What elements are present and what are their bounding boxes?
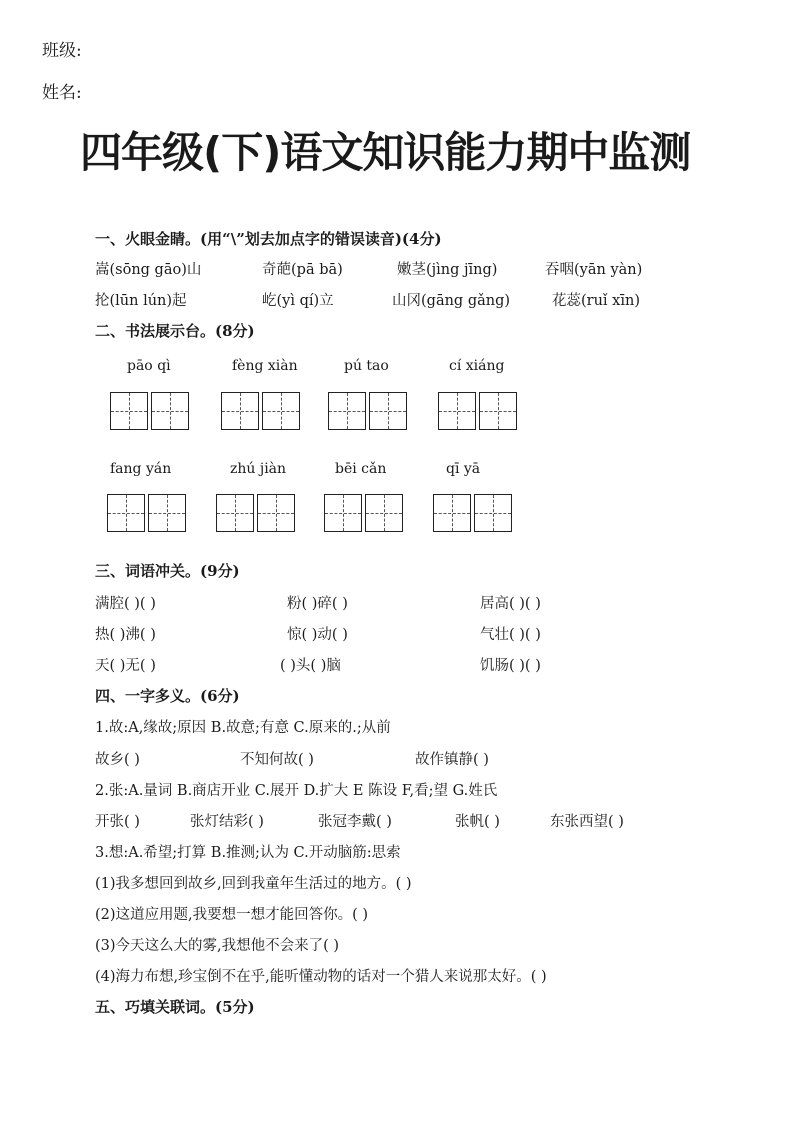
- writing-cell[interactable]: [110, 392, 148, 430]
- q1-definitions: 1.故:A,缘故;原因 B.故意;有意 C.原来的.;从前: [95, 720, 391, 736]
- q1-item[interactable]: 故乡( ): [95, 752, 140, 768]
- writing-cell[interactable]: [438, 392, 476, 430]
- s1-item: 花蕊(ruǐ xīn): [552, 293, 640, 309]
- pinyin-label: bēi cǎn: [335, 461, 387, 477]
- q3-item[interactable]: (2)这道应用题,我要想一想才能回答你。( ): [95, 907, 369, 923]
- writing-grid-pair[interactable]: [328, 392, 407, 430]
- q3-item[interactable]: (4)海力布想,珍宝倒不在乎,能听懂动物的话对一个猎人来说那太好。( ): [95, 969, 547, 985]
- writing-cell[interactable]: [324, 494, 362, 532]
- s1-item: 吞咽(yān yàn): [545, 262, 643, 278]
- q2-item[interactable]: 张冠李戴( ): [318, 814, 392, 830]
- writing-grid-pair[interactable]: [438, 392, 517, 430]
- q3-definitions: 3.想:A.希望;打算 B.推测;认为 C.开动脑筋:思索: [95, 845, 401, 861]
- class-label: 班级:: [42, 41, 82, 61]
- s3-item[interactable]: 天( )无( ): [95, 658, 156, 674]
- pinyin-label: zhú jiàn: [230, 461, 287, 477]
- writing-cell[interactable]: [221, 392, 259, 430]
- section-2-heading: 二、书法展示台。(8分): [95, 322, 255, 340]
- writing-grid-pair[interactable]: [221, 392, 300, 430]
- pinyin-label: qī yā: [446, 461, 481, 477]
- writing-cell[interactable]: [433, 494, 471, 532]
- s3-item[interactable]: 居高( )( ): [480, 596, 541, 612]
- writing-cell[interactable]: [365, 494, 403, 532]
- writing-cell[interactable]: [328, 392, 366, 430]
- q3-item[interactable]: (1)我多想回到故乡,回到我童年生活过的地方。( ): [95, 876, 412, 892]
- s3-item[interactable]: ( )头( )脑: [280, 658, 341, 674]
- s1-item: 嫩茎(jìng jīng): [397, 262, 498, 278]
- s3-item[interactable]: 热( )沸( ): [95, 627, 156, 643]
- writing-cell[interactable]: [262, 392, 300, 430]
- writing-cell[interactable]: [148, 494, 186, 532]
- s3-item[interactable]: 惊( )动( ): [287, 627, 348, 643]
- page-title: 四年级(下)语文知识能力期中监测: [80, 128, 691, 177]
- pinyin-label: cí xiáng: [449, 358, 505, 374]
- q2-item[interactable]: 张灯结彩( ): [190, 814, 264, 830]
- s3-item[interactable]: 气壮( )( ): [480, 627, 541, 643]
- s1-item: 嵩(sōng gāo)山: [95, 262, 202, 278]
- s1-item: 奇葩(pā bā): [262, 262, 343, 278]
- s3-item[interactable]: 饥肠( )( ): [480, 658, 541, 674]
- writing-grid-pair[interactable]: [433, 494, 512, 532]
- writing-grid-pair[interactable]: [216, 494, 295, 532]
- pinyin-label: pāo qì: [127, 358, 171, 374]
- q2-item[interactable]: 张帆( ): [455, 814, 500, 830]
- q3-item[interactable]: (3)今天这么大的雾,我想他不会来了( ): [95, 938, 340, 954]
- section-4-heading: 四、一字多义。(6分): [95, 687, 240, 705]
- writing-cell[interactable]: [216, 494, 254, 532]
- q2-definitions: 2.张:A.量词 B.商店开业 C.展开 D.扩大 E 陈设 F,看;望 G.姓氏: [95, 783, 498, 799]
- q1-item[interactable]: 不知何故( ): [240, 752, 314, 768]
- writing-cell[interactable]: [151, 392, 189, 430]
- writing-cell[interactable]: [257, 494, 295, 532]
- s1-item: 抡(lūn lún)起: [95, 293, 187, 309]
- writing-cell[interactable]: [369, 392, 407, 430]
- writing-cell[interactable]: [474, 494, 512, 532]
- q2-item[interactable]: 开张( ): [95, 814, 140, 830]
- pinyin-label: fang yán: [110, 461, 172, 477]
- pinyin-label: fèng xiàn: [232, 358, 298, 374]
- section-1-heading: 一、火眼金睛。(用“\”划去加点字的错误读音)(4分): [95, 230, 442, 248]
- writing-grid-pair[interactable]: [110, 392, 189, 430]
- s3-item[interactable]: 粉( )碎( ): [287, 596, 348, 612]
- writing-cell[interactable]: [479, 392, 517, 430]
- section-5-heading: 五、巧填关联词。(5分): [95, 998, 255, 1016]
- name-label: 姓名:: [42, 83, 82, 103]
- s1-item: 屹(yì qí)立: [262, 293, 334, 309]
- pinyin-label: pú tao: [344, 358, 389, 374]
- q2-item[interactable]: 东张西望( ): [550, 814, 624, 830]
- s1-item: 山冈(gāng gǎng): [392, 293, 511, 309]
- section-3-heading: 三、词语冲关。(9分): [95, 562, 240, 580]
- writing-cell[interactable]: [107, 494, 145, 532]
- writing-grid-pair[interactable]: [324, 494, 403, 532]
- s3-item[interactable]: 满腔( )( ): [95, 596, 156, 612]
- q1-item[interactable]: 故作镇静( ): [415, 752, 489, 768]
- writing-grid-pair[interactable]: [107, 494, 186, 532]
